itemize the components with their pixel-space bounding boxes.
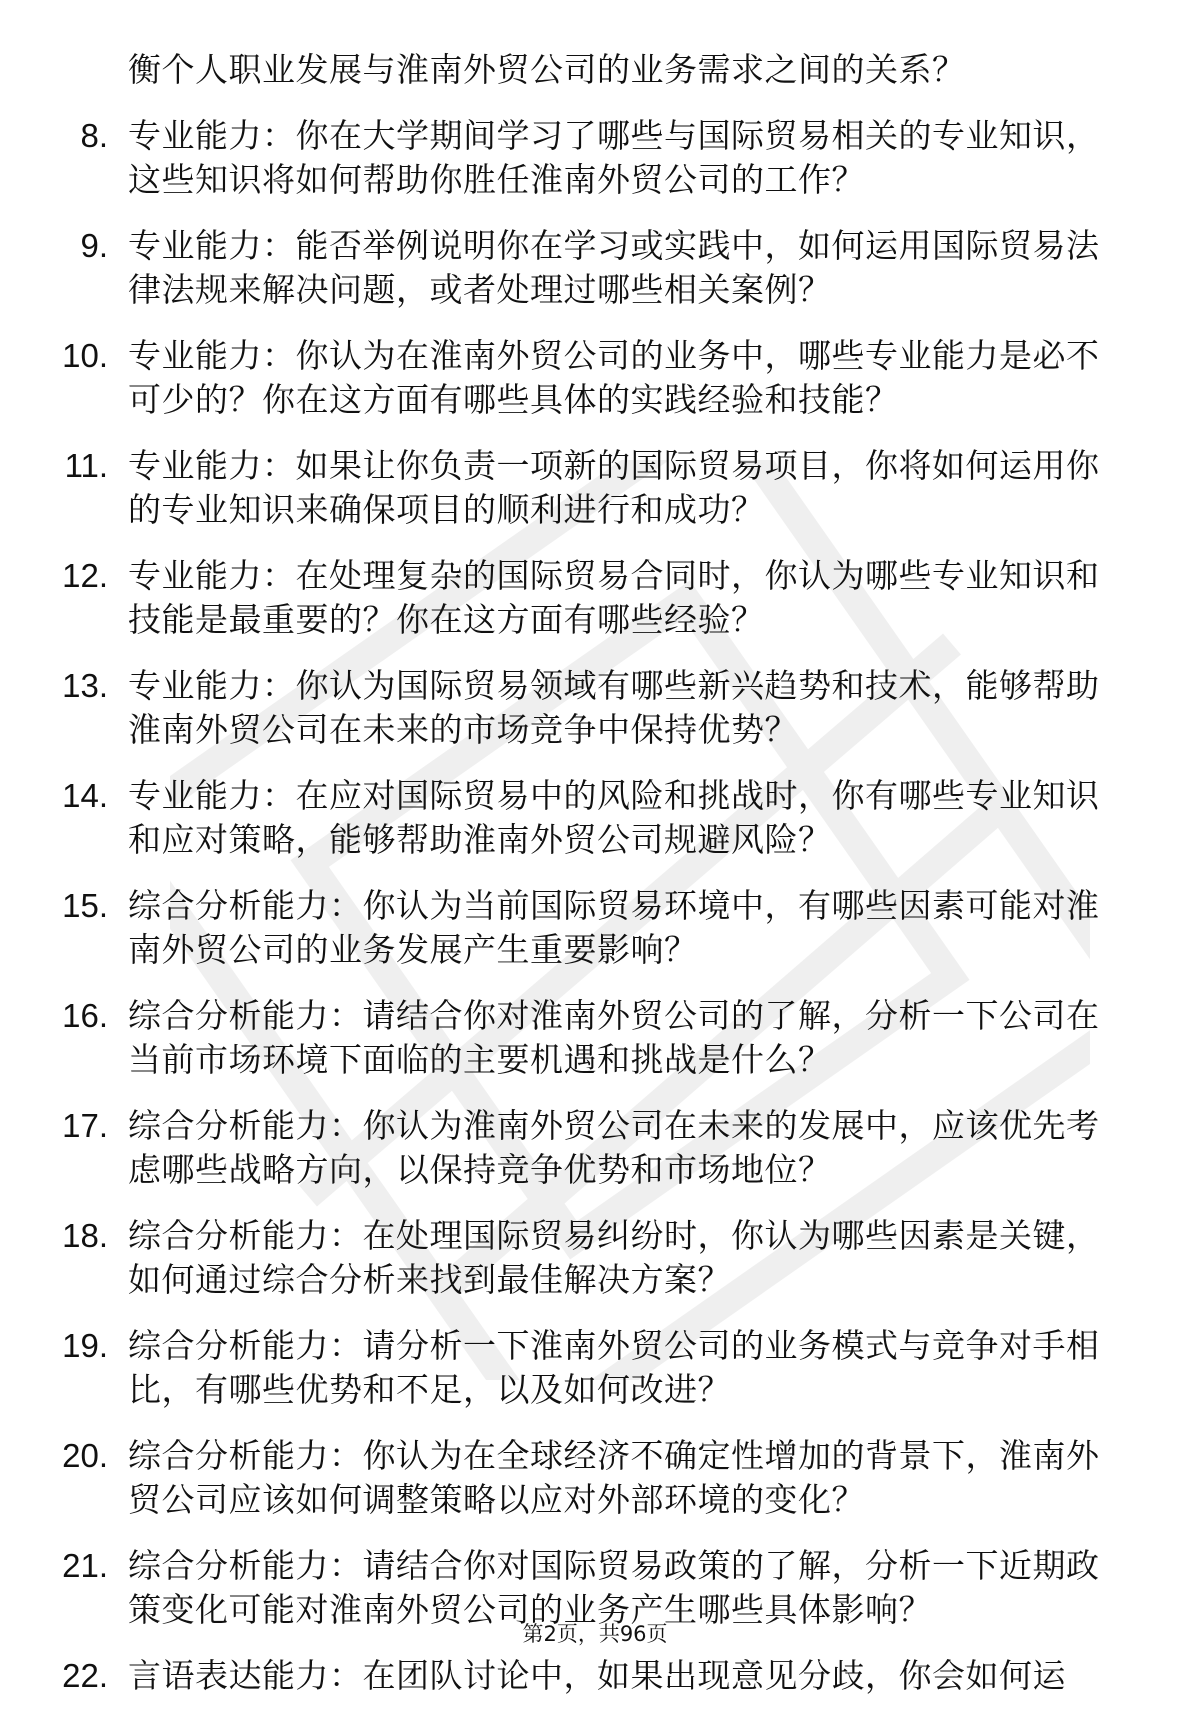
list-item	[0, 1104, 1190, 1192]
item-number: 19.	[62, 1327, 108, 1364]
list-item	[0, 114, 1190, 202]
list-item	[0, 1324, 1190, 1412]
list-item	[0, 1654, 1190, 1698]
list-item	[0, 554, 1190, 642]
continued-text: 衡个人职业发展与淮南外贸公司的业务需求之间的关系？	[128, 50, 966, 89]
item-number: 17.	[62, 1107, 108, 1144]
item-text: 专业能力：在应对国际贸易中的风险和挑战时，你有哪些专业知识和应对策略，能够帮助淮南外贸公司规避风险？	[128, 776, 1100, 859]
item-number: 13.	[62, 667, 108, 704]
list-item	[0, 224, 1190, 312]
list-item	[0, 1434, 1190, 1522]
item-number: 22.	[62, 1657, 108, 1694]
list-item	[0, 994, 1190, 1082]
item-text: 综合分析能力：请分析一下淮南外贸公司的业务模式与竞争对手相比，有哪些优势和不足，以及如何改进？	[128, 1326, 1100, 1409]
item-text: 综合分析能力：在处理国际贸易纠纷时，你认为哪些因素是关键，如何通过综合分析来找到最佳解决方案？	[128, 1216, 1100, 1299]
item-text: 专业能力：在处理复杂的国际贸易合同时，你认为哪些专业知识和技能是最重要的？你在这方面有哪些经验？	[128, 556, 1100, 639]
item-number: 18.	[62, 1217, 108, 1254]
item-number: 11.	[64, 447, 108, 484]
item-text: 专业能力：如果让你负责一项新的国际贸易项目，你将如何运用你的专业知识来确保项目的顺利进行和成功？	[128, 446, 1100, 529]
item-number: 9.	[80, 227, 108, 264]
item-text: 言语表达能力：在团队讨论中，如果出现意见分歧，你会如何运	[128, 1656, 1066, 1695]
item-text: 综合分析能力：请结合你对淮南外贸公司的了解，分析一下公司在当前市场环境下面临的主要机遇和挑战是什么？	[128, 996, 1100, 1079]
item-number: 14.	[62, 777, 108, 814]
list-item	[0, 1214, 1190, 1302]
item-text: 综合分析能力：请结合你对国际贸易政策的了解，分析一下近期政策变化可能对淮南外贸公司的业务产生哪些具体影响？	[128, 1546, 1100, 1629]
list-item	[0, 444, 1190, 532]
item-text: 专业能力：能否举例说明你在学习或实践中，如何运用国际贸易法律法规来解决问题，或者处理过哪些相关案例？	[128, 226, 1100, 309]
item-text: 专业能力：你在大学期间学习了哪些与国际贸易相关的专业知识，这些知识将如何帮助你胜任淮南外贸公司的工作？	[128, 116, 1100, 199]
list-item	[0, 884, 1190, 972]
list-item	[0, 774, 1190, 862]
item-number: 10.	[62, 337, 108, 374]
list-item	[0, 664, 1190, 752]
item-number: 15.	[62, 887, 108, 924]
question-list	[0, 48, 1190, 1720]
item-text: 综合分析能力：你认为淮南外贸公司在未来的发展中，应该优先考虑哪些战略方向，以保持竞争优势和市场地位？	[128, 1106, 1100, 1189]
item-number: 8.	[80, 117, 108, 154]
page-footer: 第2页，共96页	[522, 1622, 668, 1646]
item-number: 16.	[62, 997, 108, 1034]
item-number: 12.	[62, 557, 108, 594]
item-text: 综合分析能力：你认为当前国际贸易环境中，有哪些因素可能对淮南外贸公司的业务发展产生重要影响？	[128, 886, 1100, 969]
item-text: 专业能力：你认为在淮南外贸公司的业务中，哪些专业能力是必不可少的？你在这方面有哪些具体的实践经验和技能？	[128, 336, 1100, 419]
item-number: 21.	[62, 1547, 108, 1584]
item-text: 专业能力：你认为国际贸易领域有哪些新兴趋势和技术，能够帮助淮南外贸公司在未来的市场竞争中保持优势？	[128, 666, 1100, 749]
list-item	[0, 334, 1190, 422]
item-number: 20.	[62, 1437, 108, 1474]
item-text: 综合分析能力：你认为在全球经济不确定性增加的背景下，淮南外贸公司应该如何调整策略以应对外部环境的变化？	[128, 1436, 1100, 1519]
